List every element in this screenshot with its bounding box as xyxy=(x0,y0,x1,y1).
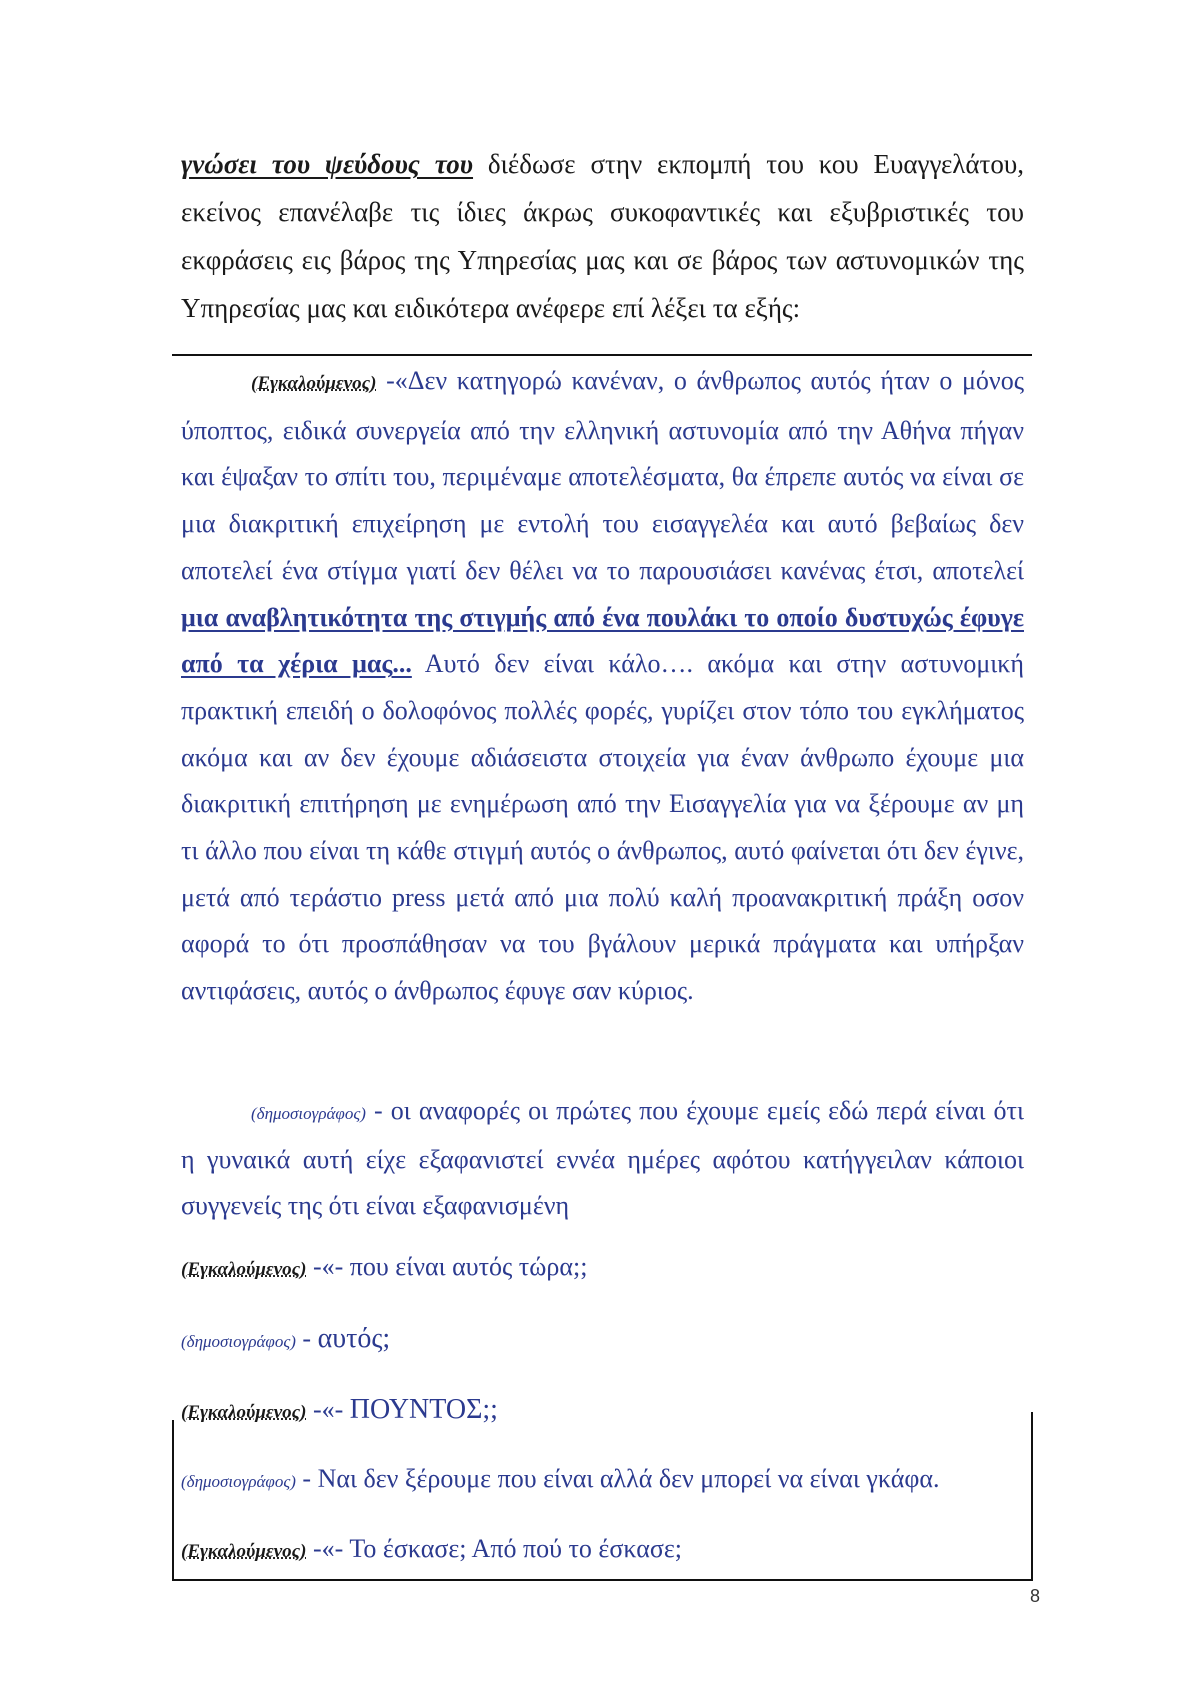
dialogue-line xyxy=(181,1394,1024,1426)
dialogue-line xyxy=(181,1534,1024,1564)
speaker-label: (δημοσιογράφος) xyxy=(181,1472,296,1491)
dialogue-dash: -«- xyxy=(306,1395,350,1424)
quote-text-b: Αυτό δεν είναι κάλο…. ακόμα και στην αστυνομική πρακτική επειδή ο δολοφόνος πολλές φορές, γυρίζει στον τόπο του εγκλήματος ακόμα και αν δεν έχουμε αδιάσειστα στοιχεία για έναν άνθρωπο έχουμε μια διακριτική επιτήρηση με ενημέρωση από την Εισαγγελία για να ξέρουμε αν μη τι άλλο που είναι τη κάθε στιγμή αυτός ο άνθρωπος, αυτό φαίνεται ότι δεν έγινε, μετά από τεράστιο press μετά από μια πολύ καλή προανακριτική πράξη οσον αφορά το ότι προσπάθησαν να του βγάλουν μερικά πράγματα και υπήρξαν αντιφάσεις, αυτός ο άνθρωπος έφυγε σαν κύριος. xyxy=(181,649,1025,1006)
dialogue-text: αυτός; xyxy=(317,1323,391,1354)
page-number: 8 xyxy=(1029,1586,1040,1606)
dialogue-dash: - xyxy=(295,1464,318,1493)
box-right-border xyxy=(1031,1412,1033,1580)
quote-top-border xyxy=(172,354,1032,356)
dialogue-text: που είναι αυτός τώρα;; xyxy=(349,1252,588,1281)
quote-paragraph xyxy=(181,358,1024,1015)
dialogue-line xyxy=(181,1323,1024,1355)
para2-text: οι αναφορές οι πρώτες που έχουμε εμείς εδώ περά είναι ότι η γυναικά αυτή είχε εξαφανιστεί εννέα ημέρες αφότου κατήγγειλαν κάποιοι συγγενείς της ότι είναι εξαφανισμένη xyxy=(181,1096,1024,1220)
intro-bold-lead: γνώσει του ψεύδους του xyxy=(181,149,474,179)
para2-dash: - xyxy=(365,1096,391,1125)
dialogue-dash: -«- xyxy=(306,1252,350,1281)
dialogue-dash: - xyxy=(295,1324,318,1353)
speaker-label: (Εγκαλούμενος) xyxy=(181,1541,307,1562)
speaker-label: (Εγκαλούμενος) xyxy=(181,1402,307,1423)
journalist-paragraph xyxy=(181,1088,1024,1229)
quote-emphasis: μια αναβλητικότητα της στιγμής από ένα πουλάκι το οποίο δυστυχώς έφυγε από τα χέρια μας... xyxy=(181,602,1024,679)
intro-paragraph xyxy=(181,140,1024,332)
dialogue-text: Ναι δεν ξέρουμε που είναι αλλά δεν μπορεί να είναι γκάφα. xyxy=(317,1464,940,1493)
speaker-label: (Εγκαλούμενος) xyxy=(181,1259,307,1280)
dialogue-line xyxy=(181,1252,1024,1282)
dialogue-dash: -«- xyxy=(306,1534,350,1563)
speaker-label: (Εγκαλούμενος) xyxy=(251,373,377,394)
dialogue-text: ΠΟΥΝΤΟΣ;; xyxy=(349,1394,498,1425)
speaker-label: (δημοσιογράφος) xyxy=(181,1332,296,1351)
dialogue-text: Το έσκασε; Από πού το έσκασε; xyxy=(349,1534,682,1563)
box-left-border xyxy=(172,1420,174,1580)
speaker-label: (δημοσιογράφος) xyxy=(251,1104,366,1123)
quote-text-a: Δεν κατηγορώ κανέναν, ο άνθρωπος αυτός ήταν ο μόνος ύποπτος, ειδικά συνεργεία από την ελληνική αστυνομία από την Αθήνα πήγαν και έψαξαν το σπίτι του, περιμέναμε αποτελέσματα, θα έπρεπε αυτός να είναι σε μια διακριτική επιχείρηση με εντολή του εισαγγελέα και αυτό βεβαίως δεν αποτελεί ένα στίγμα γιατί δεν θέλει να το παρουσιάσει κανένας έτσι, αποτελεί xyxy=(181,366,1024,585)
quote-dash: -« xyxy=(376,366,408,395)
box-bottom-border xyxy=(172,1579,1033,1581)
dialogue-line xyxy=(181,1464,1024,1494)
intro-text: διέδωσε στην εκπομπή του κου Ευαγγελάτου, εκείνος επανέλαβε τις ίδιες άκρως συκοφαντικές και εξυβριστικές του εκφράσεις εις βάρος της Υπηρεσίας μας και σε βάρος των αστυνομικών της Υπηρεσίας μας και ειδικότερα ανέφερε επί λέξει τα εξής: xyxy=(181,149,1024,323)
